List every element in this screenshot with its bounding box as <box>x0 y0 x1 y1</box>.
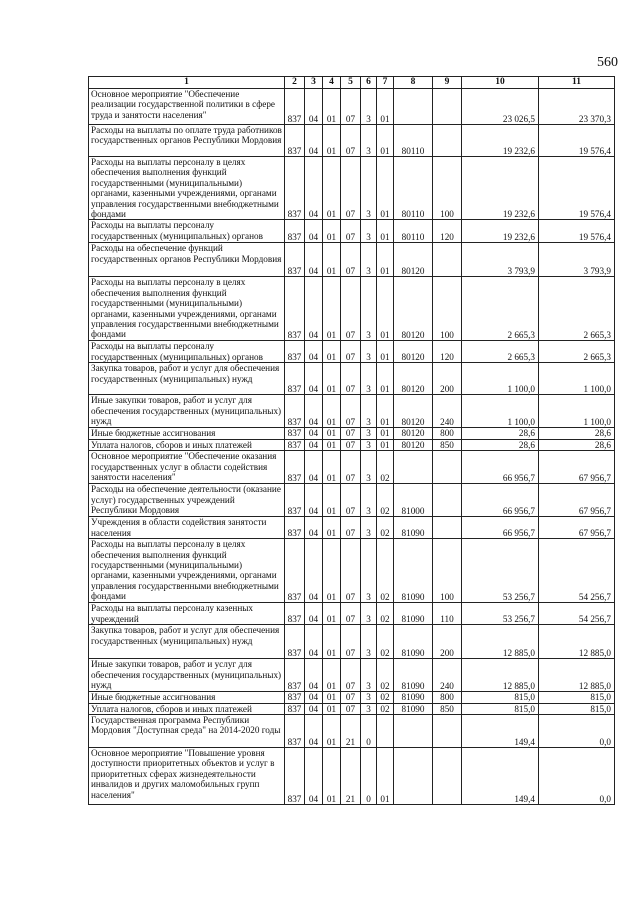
row-value-cell: 3 793,9 <box>539 243 615 277</box>
column-header: 5 <box>341 77 361 89</box>
row-value-cell: 53 256,7 <box>462 539 539 603</box>
table-row <box>89 439 615 450</box>
row-name-cell: Учреждения в области содействия занятости населения <box>89 517 285 539</box>
row-value-cell: 04 <box>305 277 323 341</box>
row-value-cell: 07 <box>341 484 361 517</box>
row-name-cell: Расходы на выплаты по оплате труда работников государственных органов Республики Мордовия <box>89 125 285 157</box>
row-value-cell: 07 <box>341 243 361 277</box>
row-value-cell: 837 <box>285 603 305 625</box>
row-name-cell: Расходы на обеспечение функций государственных органов Республики Мордовия <box>89 243 285 277</box>
table-row <box>89 517 615 539</box>
row-value-cell: 02 <box>377 517 394 539</box>
row-value-cell: 04 <box>305 341 323 363</box>
row-value-cell: 07 <box>341 703 361 714</box>
row-value-cell: 01 <box>323 659 341 692</box>
row-value-cell: 12 885,0 <box>539 625 615 659</box>
row-value-cell: 07 <box>341 277 361 341</box>
table-row <box>89 125 615 157</box>
row-value-cell: 01 <box>323 220 341 243</box>
table-row <box>89 539 615 603</box>
row-value-cell: 02 <box>377 692 394 703</box>
row-value-cell: 837 <box>285 692 305 703</box>
row-value-cell: 04 <box>305 439 323 450</box>
row-value-cell: 149,4 <box>462 715 539 748</box>
row-value-cell: 07 <box>341 659 361 692</box>
row-value-cell: 07 <box>341 89 361 125</box>
row-value-cell: 04 <box>305 484 323 517</box>
row-value-cell: 67 956,7 <box>539 451 615 484</box>
table-row <box>89 243 615 277</box>
row-name-cell: Иные закупки товаров, работ и услуг для обеспечения государственных (муниципальных) нужд <box>89 395 285 428</box>
page-number: 560 <box>597 55 618 70</box>
table-row <box>89 89 615 125</box>
row-value-cell: 04 <box>305 243 323 277</box>
row-name-cell: Основное мероприятие "Повышение уровня доступности приоритетных объектов и услуг в приоритетных сферах жизнедеятельности инвалидов и других маломобильных групп населения" <box>89 748 285 805</box>
row-value-cell: 3 793,9 <box>462 243 539 277</box>
row-value-cell: 3 <box>361 692 377 703</box>
row-value-cell: 80120 <box>394 243 433 277</box>
row-value-cell: 04 <box>305 125 323 157</box>
row-value-cell: 3 <box>361 625 377 659</box>
row-value-cell: 837 <box>285 428 305 439</box>
row-value-cell: 66 956,7 <box>462 517 539 539</box>
row-value-cell: 04 <box>305 692 323 703</box>
row-value-cell: 837 <box>285 157 305 220</box>
row-value-cell: 01 <box>323 748 341 805</box>
row-value-cell: 54 256,7 <box>539 539 615 603</box>
row-value-cell: 81090 <box>394 517 433 539</box>
row-value-cell: 07 <box>341 517 361 539</box>
row-value-cell: 2 665,3 <box>462 341 539 363</box>
table-row <box>89 715 615 748</box>
row-value-cell: 01 <box>323 125 341 157</box>
table-row <box>89 395 615 428</box>
row-value-cell <box>433 125 462 157</box>
budget-table <box>88 76 615 805</box>
row-value-cell: 240 <box>433 395 462 428</box>
row-value-cell: 07 <box>341 363 361 395</box>
table-row <box>89 703 615 714</box>
row-value-cell: 19 576,4 <box>539 220 615 243</box>
row-value-cell: 04 <box>305 428 323 439</box>
row-value-cell: 837 <box>285 539 305 603</box>
row-value-cell: 01 <box>377 220 394 243</box>
row-value-cell: 837 <box>285 484 305 517</box>
row-name-cell: Расходы на выплаты персоналу государственных (муниципальных) органов <box>89 341 285 363</box>
row-value-cell: 81000 <box>394 484 433 517</box>
row-value-cell: 3 <box>361 363 377 395</box>
row-value-cell: 3 <box>361 539 377 603</box>
row-value-cell: 02 <box>377 484 394 517</box>
row-value-cell: 81090 <box>394 659 433 692</box>
row-value-cell: 81090 <box>394 692 433 703</box>
row-value-cell: 02 <box>377 451 394 484</box>
row-value-cell: 80110 <box>394 157 433 220</box>
row-name-cell: Иные бюджетные ассигнования <box>89 428 285 439</box>
row-value-cell: 120 <box>433 341 462 363</box>
row-value-cell <box>433 451 462 484</box>
row-value-cell: 28,6 <box>462 428 539 439</box>
table-row <box>89 277 615 341</box>
row-value-cell <box>433 517 462 539</box>
row-value-cell: 23 026,5 <box>462 89 539 125</box>
row-value-cell: 837 <box>285 451 305 484</box>
row-value-cell: 80120 <box>394 341 433 363</box>
row-value-cell: 01 <box>377 748 394 805</box>
row-value-cell: 81090 <box>394 603 433 625</box>
row-value-cell: 67 956,7 <box>539 484 615 517</box>
row-value-cell: 07 <box>341 220 361 243</box>
row-value-cell: 53 256,7 <box>462 603 539 625</box>
row-value-cell: 04 <box>305 363 323 395</box>
row-value-cell: 01 <box>323 395 341 428</box>
row-value-cell: 837 <box>285 625 305 659</box>
row-value-cell: 100 <box>433 157 462 220</box>
row-value-cell: 19 232,6 <box>462 125 539 157</box>
row-value-cell: 04 <box>305 157 323 220</box>
row-value-cell: 12 885,0 <box>539 659 615 692</box>
row-value-cell: 1 100,0 <box>462 395 539 428</box>
row-value-cell: 2 665,3 <box>539 277 615 341</box>
row-value-cell: 04 <box>305 395 323 428</box>
row-value-cell: 01 <box>323 692 341 703</box>
row-value-cell: 80120 <box>394 428 433 439</box>
row-value-cell: 02 <box>377 703 394 714</box>
row-value-cell: 81090 <box>394 703 433 714</box>
row-value-cell: 110 <box>433 603 462 625</box>
row-value-cell: 19 232,6 <box>462 157 539 220</box>
row-value-cell: 07 <box>341 625 361 659</box>
row-value-cell: 815,0 <box>539 703 615 714</box>
row-value-cell: 01 <box>377 341 394 363</box>
row-value-cell: 3 <box>361 439 377 450</box>
row-value-cell: 837 <box>285 517 305 539</box>
row-value-cell <box>394 748 433 805</box>
row-value-cell: 815,0 <box>462 692 539 703</box>
row-value-cell: 800 <box>433 692 462 703</box>
row-value-cell: 12 885,0 <box>462 659 539 692</box>
row-value-cell: 800 <box>433 428 462 439</box>
row-value-cell: 01 <box>377 439 394 450</box>
row-value-cell: 07 <box>341 451 361 484</box>
row-value-cell: 04 <box>305 89 323 125</box>
row-value-cell: 837 <box>285 439 305 450</box>
table-header-row <box>89 77 615 89</box>
row-value-cell: 837 <box>285 659 305 692</box>
row-name-cell: Закупка товаров, работ и услуг для обеспечения государственных (муниципальных) нужд <box>89 363 285 395</box>
row-value-cell: 01 <box>323 539 341 603</box>
row-value-cell: 3 <box>361 517 377 539</box>
row-value-cell: 80120 <box>394 277 433 341</box>
row-value-cell: 66 956,7 <box>462 484 539 517</box>
row-value-cell: 04 <box>305 539 323 603</box>
row-name-cell: Иные бюджетные ассигнования <box>89 692 285 703</box>
row-value-cell: 200 <box>433 363 462 395</box>
row-value-cell: 28,6 <box>539 439 615 450</box>
row-value-cell: 04 <box>305 603 323 625</box>
row-value-cell: 1 100,0 <box>539 395 615 428</box>
row-value-cell: 01 <box>377 243 394 277</box>
row-name-cell: Расходы на выплаты персоналу в целях обеспечения выполнения функций государственными (муниципальными) органами, казенными учреждениями, органами управления государственными внебюджетными фондами <box>89 539 285 603</box>
row-value-cell: 02 <box>377 539 394 603</box>
row-value-cell: 0,0 <box>539 715 615 748</box>
row-value-cell: 04 <box>305 703 323 714</box>
row-value-cell: 01 <box>323 451 341 484</box>
row-value-cell: 3 <box>361 428 377 439</box>
row-value-cell: 23 370,3 <box>539 89 615 125</box>
row-value-cell: 01 <box>377 125 394 157</box>
table-row <box>89 625 615 659</box>
row-value-cell: 837 <box>285 341 305 363</box>
row-value-cell: 81090 <box>394 539 433 603</box>
row-value-cell: 2 665,3 <box>539 341 615 363</box>
row-value-cell: 21 <box>341 715 361 748</box>
row-value-cell: 01 <box>323 625 341 659</box>
column-header: 2 <box>285 77 305 89</box>
row-value-cell: 67 956,7 <box>539 517 615 539</box>
row-value-cell: 3 <box>361 703 377 714</box>
column-header: 4 <box>323 77 341 89</box>
table-row <box>89 659 615 692</box>
row-name-cell: Уплата налогов, сборов и иных платежей <box>89 439 285 450</box>
row-name-cell: Закупка товаров, работ и услуг для обеспечения государственных (муниципальных) нужд <box>89 625 285 659</box>
row-value-cell: 837 <box>285 243 305 277</box>
row-value-cell: 07 <box>341 341 361 363</box>
row-value-cell: 07 <box>341 439 361 450</box>
column-header: 9 <box>433 77 462 89</box>
row-name-cell: Расходы на выплаты персоналу казенных учреждений <box>89 603 285 625</box>
row-value-cell: 28,6 <box>462 439 539 450</box>
row-name-cell: Основное мероприятие "Обеспечение реализации государственной политики в сфере труда и занятости населения" <box>89 89 285 125</box>
row-value-cell: 01 <box>323 439 341 450</box>
row-name-cell: Расходы на выплаты персоналу государственных (муниципальных) органов <box>89 220 285 243</box>
row-value-cell: 850 <box>433 439 462 450</box>
row-value-cell: 28,6 <box>539 428 615 439</box>
column-header: 11 <box>539 77 615 89</box>
row-value-cell: 01 <box>323 428 341 439</box>
row-name-cell: Расходы на выплаты персоналу в целях обеспечения выполнения функций государственными (муниципальными) органами, казенными учреждениями, органами управления государственными внебюджетными фондами <box>89 277 285 341</box>
row-value-cell: 07 <box>341 428 361 439</box>
row-value-cell: 21 <box>341 748 361 805</box>
row-value-cell: 04 <box>305 625 323 659</box>
row-name-cell: Государственная программа Республики Мордовия "Доступная среда" на 2014-2020 годы <box>89 715 285 748</box>
row-value-cell: 07 <box>341 539 361 603</box>
row-value-cell: 01 <box>377 89 394 125</box>
row-value-cell: 01 <box>323 715 341 748</box>
row-value-cell: 01 <box>323 341 341 363</box>
row-value-cell: 3 <box>361 395 377 428</box>
row-value-cell: 01 <box>323 703 341 714</box>
row-value-cell: 3 <box>361 243 377 277</box>
row-value-cell: 01 <box>323 484 341 517</box>
row-value-cell: 12 885,0 <box>462 625 539 659</box>
row-value-cell: 01 <box>323 517 341 539</box>
row-value-cell: 02 <box>377 659 394 692</box>
row-value-cell <box>433 748 462 805</box>
row-value-cell: 19 576,4 <box>539 157 615 220</box>
row-value-cell: 01 <box>377 395 394 428</box>
row-value-cell: 100 <box>433 277 462 341</box>
row-value-cell <box>433 89 462 125</box>
row-value-cell: 3 <box>361 451 377 484</box>
row-value-cell: 100 <box>433 539 462 603</box>
table-row <box>89 341 615 363</box>
row-value-cell: 80110 <box>394 220 433 243</box>
row-name-cell: Расходы на выплаты персоналу в целях обеспечения выполнения функций государственными (муниципальными) органами, казенными учреждениями, органами управления государственными внебюджетными фондами <box>89 157 285 220</box>
row-value-cell: 3 <box>361 277 377 341</box>
table-body <box>89 89 615 805</box>
row-value-cell: 04 <box>305 517 323 539</box>
row-value-cell: 01 <box>323 243 341 277</box>
column-header: 6 <box>361 77 377 89</box>
row-value-cell: 01 <box>323 363 341 395</box>
row-value-cell: 3 <box>361 484 377 517</box>
table-row <box>89 692 615 703</box>
table-row <box>89 603 615 625</box>
row-value-cell: 02 <box>377 625 394 659</box>
row-value-cell: 837 <box>285 703 305 714</box>
row-value-cell: 01 <box>377 157 394 220</box>
row-value-cell: 01 <box>377 277 394 341</box>
row-value-cell: 01 <box>323 277 341 341</box>
row-value-cell: 80120 <box>394 363 433 395</box>
row-value-cell: 3 <box>361 659 377 692</box>
table-row <box>89 220 615 243</box>
row-value-cell <box>433 715 462 748</box>
row-value-cell: 07 <box>341 395 361 428</box>
row-value-cell: 837 <box>285 89 305 125</box>
column-header: 10 <box>462 77 539 89</box>
row-value-cell: 04 <box>305 748 323 805</box>
row-value-cell: 80110 <box>394 125 433 157</box>
row-value-cell: 01 <box>323 89 341 125</box>
row-value-cell: 01 <box>323 603 341 625</box>
table-row <box>89 363 615 395</box>
row-name-cell: Расходы на обеспечение деятельности (оказание услуг) государственных учреждений Республики Мордовия <box>89 484 285 517</box>
table-row <box>89 428 615 439</box>
row-value-cell: 04 <box>305 451 323 484</box>
row-value-cell: 815,0 <box>462 703 539 714</box>
row-value-cell: 837 <box>285 220 305 243</box>
row-value-cell: 850 <box>433 703 462 714</box>
row-value-cell: 04 <box>305 715 323 748</box>
row-value-cell: 66 956,7 <box>462 451 539 484</box>
row-value-cell: 0 <box>361 715 377 748</box>
row-value-cell: 80120 <box>394 395 433 428</box>
row-value-cell: 07 <box>341 692 361 703</box>
row-name-cell: Основное мероприятие "Обеспечение оказания государственных услуг в области содействия занятости населения" <box>89 451 285 484</box>
row-value-cell: 04 <box>305 659 323 692</box>
row-value-cell: 07 <box>341 157 361 220</box>
row-value-cell: 3 <box>361 89 377 125</box>
row-value-cell <box>433 243 462 277</box>
row-value-cell <box>377 715 394 748</box>
row-value-cell: 3 <box>361 603 377 625</box>
row-value-cell: 837 <box>285 748 305 805</box>
row-value-cell: 02 <box>377 603 394 625</box>
row-value-cell: 19 576,4 <box>539 125 615 157</box>
row-value-cell: 837 <box>285 715 305 748</box>
table-row <box>89 748 615 805</box>
row-value-cell: 149,4 <box>462 748 539 805</box>
row-value-cell: 837 <box>285 125 305 157</box>
row-value-cell: 837 <box>285 363 305 395</box>
row-value-cell: 815,0 <box>539 692 615 703</box>
row-value-cell: 81090 <box>394 625 433 659</box>
row-value-cell: 01 <box>323 157 341 220</box>
row-value-cell: 01 <box>377 363 394 395</box>
row-value-cell: 04 <box>305 220 323 243</box>
row-value-cell: 200 <box>433 625 462 659</box>
column-header: 1 <box>89 77 285 89</box>
row-value-cell: 3 <box>361 157 377 220</box>
row-value-cell: 0,0 <box>539 748 615 805</box>
row-value-cell: 3 <box>361 125 377 157</box>
row-value-cell: 240 <box>433 659 462 692</box>
row-name-cell: Иные закупки товаров, работ и услуг для обеспечения государственных (муниципальных) нужд <box>89 659 285 692</box>
row-value-cell: 07 <box>341 603 361 625</box>
row-value-cell: 837 <box>285 395 305 428</box>
table-row <box>89 484 615 517</box>
row-value-cell: 3 <box>361 341 377 363</box>
row-value-cell: 07 <box>341 125 361 157</box>
row-value-cell: 80120 <box>394 439 433 450</box>
row-value-cell: 1 100,0 <box>539 363 615 395</box>
table-row <box>89 157 615 220</box>
row-value-cell: 1 100,0 <box>462 363 539 395</box>
row-value-cell: 837 <box>285 277 305 341</box>
row-value-cell: 01 <box>377 428 394 439</box>
row-value-cell <box>394 89 433 125</box>
column-header: 7 <box>377 77 394 89</box>
row-value-cell: 54 256,7 <box>539 603 615 625</box>
column-header: 3 <box>305 77 323 89</box>
row-value-cell <box>433 484 462 517</box>
row-value-cell <box>394 451 433 484</box>
row-value-cell: 19 232,6 <box>462 220 539 243</box>
row-value-cell <box>394 715 433 748</box>
column-header: 8 <box>394 77 433 89</box>
row-value-cell: 2 665,3 <box>462 277 539 341</box>
row-value-cell: 3 <box>361 220 377 243</box>
row-value-cell: 120 <box>433 220 462 243</box>
row-name-cell: Уплата налогов, сборов и иных платежей <box>89 703 285 714</box>
table-row <box>89 451 615 484</box>
row-value-cell: 0 <box>361 748 377 805</box>
